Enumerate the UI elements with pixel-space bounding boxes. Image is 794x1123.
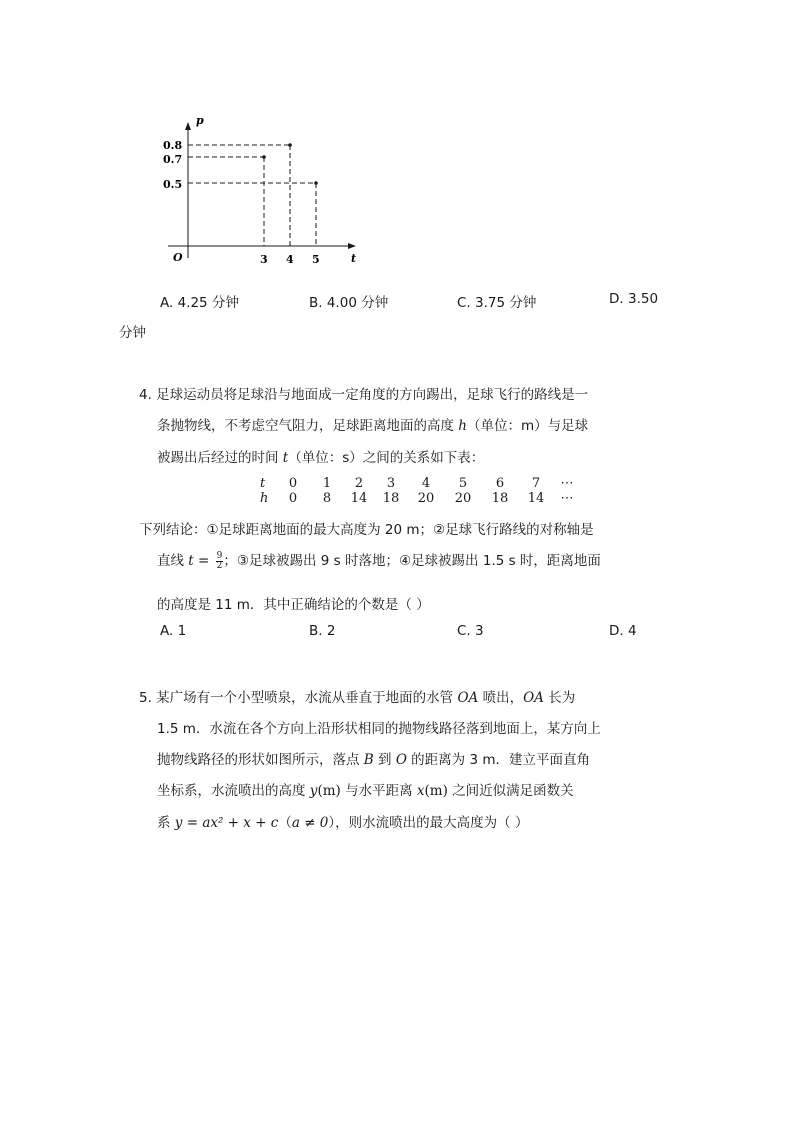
q3-option-c: C. 3.75 分钟 — [457, 295, 537, 311]
data-point — [262, 155, 266, 159]
table-cell: ⋯ — [560, 476, 574, 491]
q5-text: 与水平距离 — [340, 783, 417, 799]
q5-unit: (m) — [424, 783, 448, 799]
data-point — [314, 181, 318, 185]
q4-text: （单位：s）之间的关系如下表： — [288, 450, 485, 466]
q5-var-oa: OA — [457, 690, 479, 706]
fraction-numerator: 9 — [216, 550, 223, 561]
q5-var-oa: OA — [523, 690, 544, 706]
time-height-table — [260, 476, 580, 506]
q5-text: 喷出， — [478, 690, 524, 706]
q4-conclusion-line-1: 下列结论：①足球距离地面的最大高度为 20 m；②足球飞行路线的对称轴是 — [139, 522, 594, 538]
q4-conclusion-line-2 — [157, 549, 601, 571]
q4-option-b: B. 2 — [309, 623, 336, 639]
q4-math-t: t = — [188, 553, 214, 569]
q4-option-c: C. 3 — [457, 623, 484, 639]
q5-text: 长为 — [543, 690, 576, 706]
y-tick-label: 0.7 — [163, 153, 183, 166]
table-cell: 3 — [386, 476, 396, 491]
table-cell: 8 — [322, 491, 332, 506]
q4-conclusion-line-3: 的高度是 11 m．其中正确结论的个数是（ ） — [157, 597, 430, 613]
q5-var-o: O — [395, 752, 407, 768]
table-cell: t — [260, 476, 266, 491]
table-cell: 18 — [382, 491, 400, 506]
x-axis-label: t — [351, 252, 357, 265]
q5-condition: a ≠ 0 — [291, 815, 329, 831]
q4-option-a: A. 1 — [160, 623, 187, 639]
table-row-t — [260, 476, 580, 491]
q4-text: 被踢出后经过的时间 — [157, 450, 283, 466]
q5-text: ），则水流喷出的最大高度为（ ） — [328, 815, 529, 831]
table-cell: 20 — [454, 491, 472, 506]
x-tick-label: 3 — [260, 253, 268, 266]
q3-option-b: B. 4.00 分钟 — [309, 295, 389, 311]
q5-text: 5. 某广场有一个小型喷泉，水流从垂直于地面的水管 — [139, 690, 458, 706]
q5-text: （ — [278, 815, 292, 831]
q5-text: 抛物线路径的形状如图所示，落点 — [157, 752, 364, 768]
table-cell: 18 — [491, 491, 509, 506]
probability-time-graph — [150, 110, 370, 270]
q5-var-b: B — [363, 752, 374, 768]
q5-line-1 — [139, 686, 575, 706]
q4-option-d: D. 4 — [609, 623, 637, 639]
q5-line-3 — [157, 748, 590, 768]
table-cell: 14 — [350, 491, 368, 506]
q5-unit: (m) — [317, 783, 341, 799]
y-axis-label: p — [196, 114, 204, 127]
table-cell: 6 — [495, 476, 505, 491]
q4-var-h: h — [458, 418, 467, 434]
q4-line-3 — [157, 446, 484, 466]
q5-line-5 — [157, 811, 528, 831]
q5-formula: y = ax² + x + c — [174, 815, 279, 831]
origin-label: O — [173, 251, 183, 264]
q5-line-2: 1.5 m．水流在各个方向上沿形状相同的抛物线路径落到地面上，某方向上 — [157, 721, 601, 737]
q5-text: 系 — [157, 815, 175, 831]
q5-text: 的距离为 3 m．建立平面直角 — [406, 752, 591, 768]
table-cell: ⋯ — [560, 491, 574, 506]
y-tick-label: 0.8 — [163, 139, 183, 152]
q3-option-d: D. 3.50 — [609, 291, 659, 307]
y-tick-label: 0.5 — [163, 178, 183, 191]
q5-text: 到 — [373, 752, 396, 768]
table-cell: h — [260, 491, 269, 506]
table-cell: 2 — [354, 476, 364, 491]
table-cell: 5 — [458, 476, 468, 491]
q4-text: 直线 — [157, 553, 189, 569]
x-tick-label: 4 — [286, 253, 294, 266]
q3-option-a: A. 4.25 分钟 — [160, 295, 239, 311]
q3-option-d-continued: 分钟 — [119, 325, 146, 341]
table-cell: 0 — [288, 476, 298, 491]
table-cell: 0 — [288, 491, 298, 506]
table-cell: 4 — [421, 476, 431, 491]
q4-line-1: 4. 足球运动员将足球沿与地面成一定角度的方向踢出，足球飞行的路线是一 — [139, 387, 589, 403]
q4-text: （单位：m）与足球 — [467, 418, 589, 434]
q5-text: 坐标系，水流喷出的高度 — [157, 783, 310, 799]
q5-line-4 — [157, 779, 574, 799]
q5-var-x: x — [416, 783, 425, 799]
fraction-denominator: 2 — [216, 560, 223, 571]
q5-var-y: y — [309, 783, 318, 799]
y-axis-arrow — [185, 122, 191, 130]
table-cell: 20 — [417, 491, 435, 506]
table-row-h — [260, 491, 580, 506]
table-cell: 14 — [527, 491, 545, 506]
x-tick-label: 5 — [312, 253, 320, 266]
table-cell: 1 — [322, 476, 332, 491]
q4-text: 条抛物线，不考虑空气阻力，足球距离地面的高度 — [157, 418, 459, 434]
q4-line-2 — [157, 414, 588, 434]
q4-var-t: t — [282, 450, 289, 466]
q4-text: ；③足球被踢出 9 s 时落地；④足球被踢出 1.5 s 时，距离地面 — [223, 553, 601, 569]
data-point — [288, 143, 292, 147]
table-cell: 7 — [531, 476, 541, 491]
q5-text: 之间近似满足函数关 — [447, 783, 574, 799]
x-axis-arrow — [348, 243, 356, 249]
